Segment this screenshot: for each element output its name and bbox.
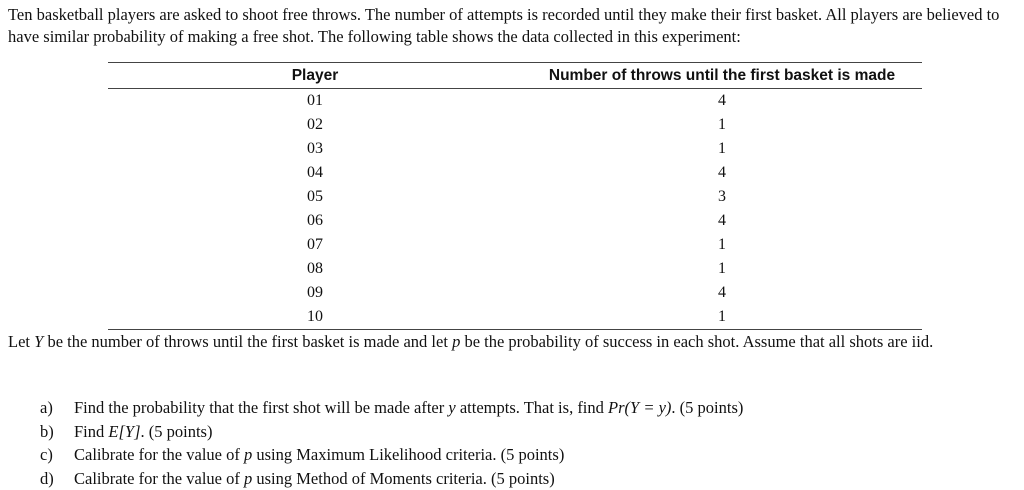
player-cell: 06	[108, 209, 522, 233]
question-text: Calibrate for the value of	[74, 445, 244, 464]
player-cell: 08	[108, 257, 522, 281]
table-row	[108, 209, 922, 233]
question-text: Calibrate for the value of	[74, 469, 244, 488]
throws-table	[108, 62, 922, 330]
player-cell: 01	[108, 89, 522, 114]
throws-cell: 1	[522, 233, 922, 257]
header-player: Player	[108, 63, 522, 89]
math-expression: y	[448, 398, 455, 417]
table-row	[108, 257, 922, 281]
question-item-c	[40, 443, 743, 467]
math-expression: p	[244, 469, 252, 488]
question-text: attempts. That is, find	[456, 398, 608, 417]
table-row	[108, 281, 922, 305]
table-row	[108, 233, 922, 257]
intro-text: Ten basketball players are asked to shoot free throws. The number of attempts is recorded until they make their first basket. All players are believed to have similar probability of making a free shot. The following table shows the data collected in this experiment:	[8, 4, 1018, 48]
assumption-text-part: be the probability of success in each shot. Assume that all shots are iid.	[460, 332, 933, 351]
question-text: Find the probability that the first shot will be made after	[74, 398, 448, 417]
table-row	[108, 185, 922, 209]
throws-cell: 4	[522, 161, 922, 185]
question-text: using Maximum Likelihood criteria. (5 points)	[252, 445, 564, 464]
question-marker: a)	[40, 396, 53, 420]
player-cell: 05	[108, 185, 522, 209]
table-row	[108, 89, 922, 114]
question-marker: b)	[40, 420, 54, 444]
question-text: using Method of Moments criteria. (5 points)	[252, 469, 554, 488]
math-expression: p	[244, 445, 252, 464]
player-cell: 03	[108, 137, 522, 161]
throws-cell: 1	[522, 113, 922, 137]
throws-cell: 3	[522, 185, 922, 209]
math-expression: Pr(Y = y)	[608, 398, 671, 417]
throws-cell: 4	[522, 281, 922, 305]
table-row	[108, 161, 922, 185]
math-expression: E[Y]	[108, 422, 140, 441]
question-text: Find	[74, 422, 108, 441]
question-item-b	[40, 420, 743, 444]
player-cell: 07	[108, 233, 522, 257]
throws-cell: 1	[522, 257, 922, 281]
math-p-variable: p	[452, 332, 460, 351]
table-row	[108, 137, 922, 161]
question-text: . (5 points)	[671, 398, 743, 417]
table-row	[108, 305, 922, 330]
table-header-row	[108, 63, 922, 89]
assumption-paragraph	[8, 331, 1018, 353]
intro-paragraph	[8, 4, 1018, 48]
question-marker: c)	[40, 443, 53, 467]
assumption-text	[8, 331, 1018, 353]
throws-cell: 1	[522, 305, 922, 330]
question-item-a	[40, 396, 743, 420]
header-throws: Number of throws until the first basket is made	[522, 63, 922, 89]
table-row	[108, 113, 922, 137]
throws-cell: 4	[522, 209, 922, 233]
question-item-d	[40, 467, 743, 490]
question-marker: d)	[40, 467, 54, 490]
player-cell: 02	[108, 113, 522, 137]
throws-cell: 4	[522, 89, 922, 114]
player-cell: 10	[108, 305, 522, 330]
question-text: . (5 points)	[141, 422, 213, 441]
math-y-variable: Y	[34, 332, 43, 351]
player-cell: 04	[108, 161, 522, 185]
question-list	[40, 396, 743, 490]
assumption-text-part: be the number of throws until the first basket is made and let	[43, 332, 452, 351]
assumption-text-part: Let	[8, 332, 34, 351]
player-cell: 09	[108, 281, 522, 305]
throws-cell: 1	[522, 137, 922, 161]
